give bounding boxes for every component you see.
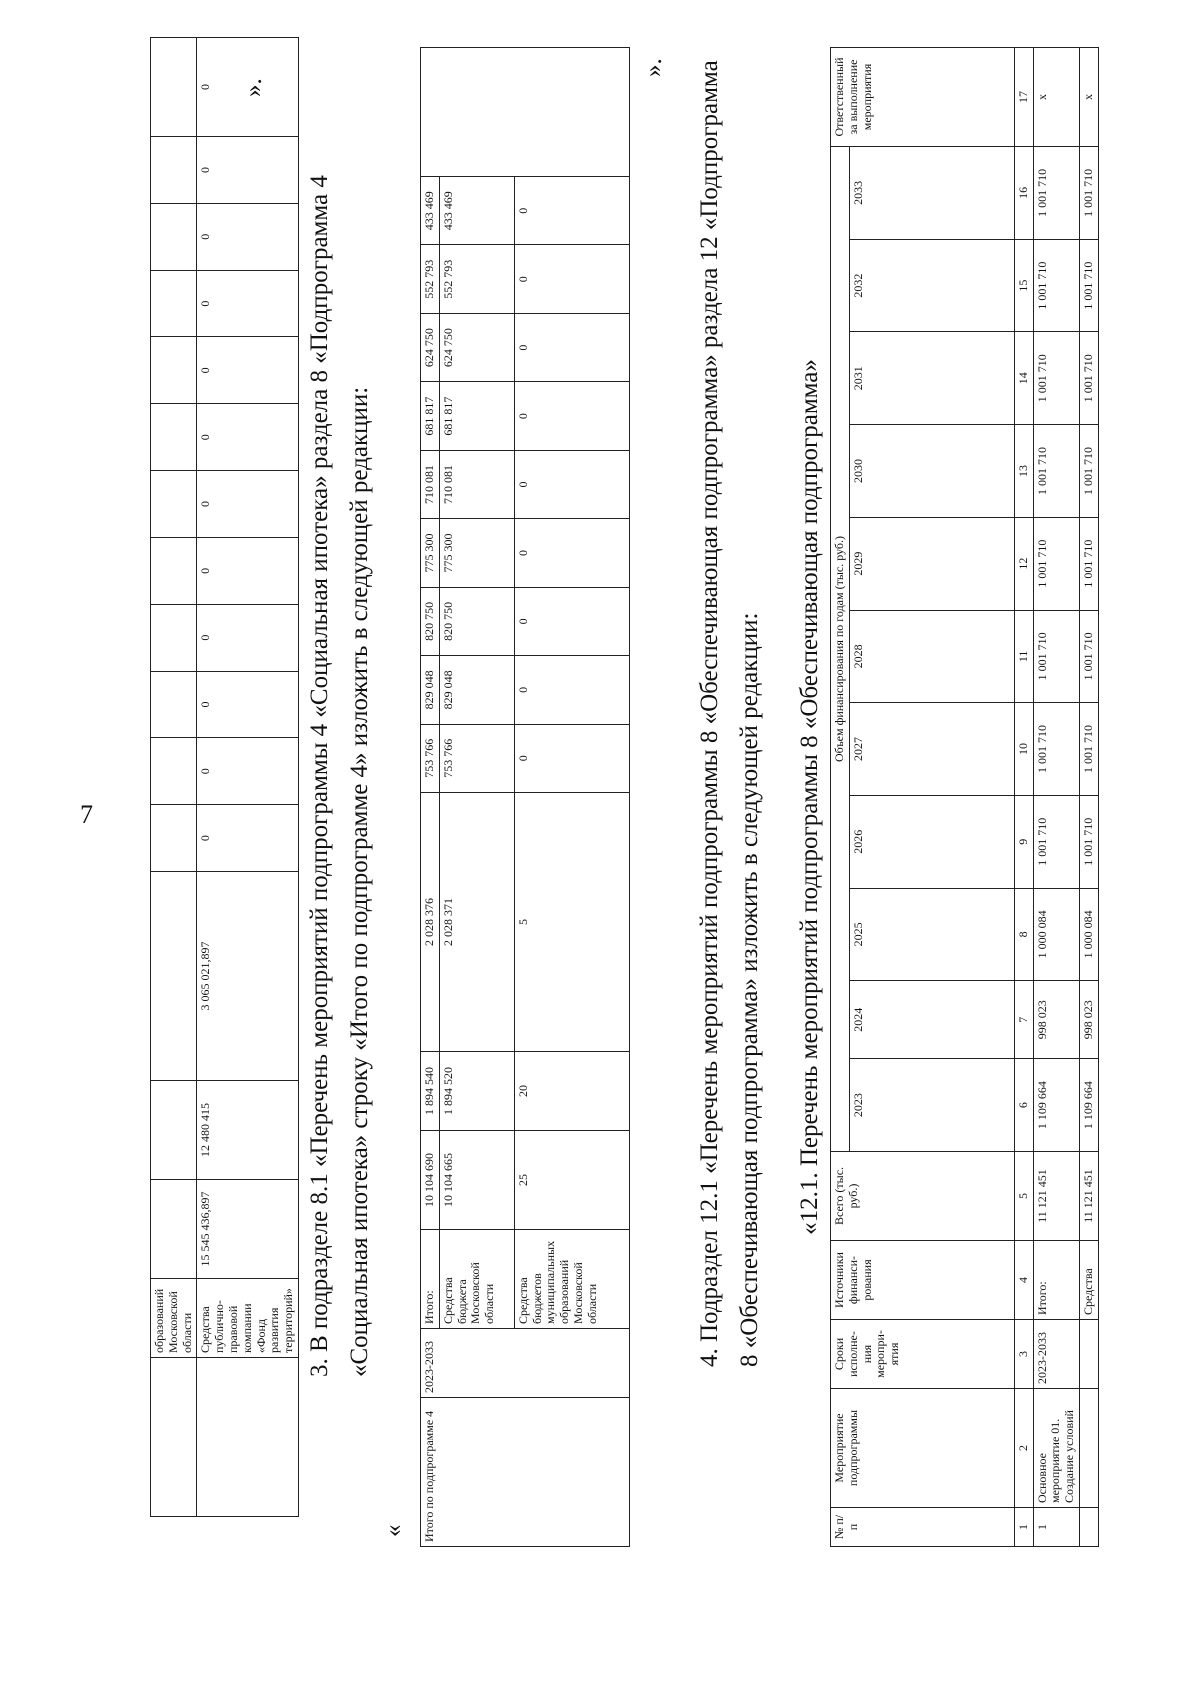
- section-3-table: [420, 47, 630, 1547]
- table-row: [197, 38, 299, 1517]
- table-cell: 0: [197, 604, 299, 671]
- table-cell: 2 028 376: [421, 793, 440, 1052]
- table-cell: 0: [514, 587, 629, 655]
- table-cell: 1 001 710: [1033, 795, 1079, 888]
- table-row: [1079, 48, 1098, 1547]
- table-row: [514, 48, 629, 1547]
- table-cell: 753 766: [421, 724, 440, 792]
- table-cell: 2023-2033: [1033, 1320, 1079, 1389]
- table-cell: [151, 1081, 197, 1180]
- table-cell: 998 023: [1033, 981, 1079, 1059]
- table-cell: 10: [1014, 703, 1033, 796]
- table-cell: 0: [197, 203, 299, 270]
- table-cell: 11 121 451: [1079, 1152, 1098, 1241]
- table-cell: 11: [1014, 610, 1033, 703]
- header-year: 2029: [849, 517, 1014, 610]
- table-cell: 13: [1014, 425, 1033, 518]
- table-cell: 624 750: [439, 313, 514, 381]
- table-cell: 1 001 710: [1033, 517, 1079, 610]
- table-row: [151, 38, 197, 1517]
- table-cell: 0: [197, 337, 299, 404]
- table-cell: 775 300: [439, 519, 514, 587]
- open-quote-section-3: «: [380, 1524, 407, 1537]
- table-cell: [151, 404, 197, 471]
- section-4-text: 4. Подраздел 12.1 «Перечень мероприятий подпрограммы 8 «Обеспечивающая подпрограмма» раздела 12 «Подпрограмма 8 «Обеспечивающая подпрограмма» изложить в следующей редакции:: [696, 60, 763, 1367]
- table-row: [421, 48, 440, 1547]
- table-cell: [151, 137, 197, 204]
- table-cell: 4: [1014, 1241, 1033, 1320]
- table-cell: 624 750: [421, 313, 440, 381]
- table-cell: [151, 1180, 197, 1279]
- table-cell: 433 469: [421, 177, 440, 246]
- header-num: № п/п: [831, 1508, 1015, 1547]
- table-cell: [151, 471, 197, 538]
- table-cell: 820 750: [439, 587, 514, 655]
- table-cell: 1 109 664: [1079, 1059, 1098, 1152]
- table-cell: 710 081: [421, 450, 440, 518]
- table-cell: 8: [1014, 888, 1033, 981]
- table-cell: 3 065 021,897: [197, 872, 299, 1081]
- table-cell: 2: [1014, 1389, 1033, 1508]
- table-cell: 0: [197, 537, 299, 604]
- top-table: [150, 37, 299, 1517]
- table-cell: 20: [514, 1052, 629, 1131]
- table-cell: 0: [197, 38, 299, 137]
- table-cell: 9: [1014, 795, 1033, 888]
- table-cell: 1 001 710: [1079, 610, 1098, 703]
- period-cell: 2023-2033: [421, 1329, 630, 1398]
- table-cell: 1: [1033, 1508, 1079, 1547]
- header-volume: Объем финансирования по годам (тыс. руб.): [831, 147, 850, 1152]
- table-cell: [1079, 1508, 1098, 1547]
- table-cell: 1 001 710: [1079, 795, 1098, 888]
- table-cell: [151, 203, 197, 270]
- table-cell: 710 081: [439, 450, 514, 518]
- header-year: 2031: [849, 332, 1014, 425]
- table-cell: 552 793: [439, 245, 514, 313]
- table-cell: 12 480 415: [197, 1081, 299, 1180]
- table-cell: 0: [514, 724, 629, 792]
- table-cell: 0: [514, 656, 629, 724]
- table-cell: 15 545 436,897: [197, 1180, 299, 1279]
- table-cell: 753 766: [439, 724, 514, 792]
- table-cell: 5: [514, 793, 629, 1052]
- table-cell: 5: [1014, 1152, 1033, 1241]
- table-cell: [151, 872, 197, 1081]
- table-cell: 10 104 665: [439, 1131, 514, 1230]
- header-year: 2026: [849, 795, 1014, 888]
- table-cell: 829 048: [421, 656, 440, 724]
- table-cell: [151, 671, 197, 738]
- header-event: Мероприятие подпрограммы: [831, 1389, 1015, 1508]
- table-cell: 1 001 710: [1079, 332, 1098, 425]
- table-cell: [151, 270, 197, 337]
- table-cell: [151, 1358, 197, 1517]
- table-cell: [151, 38, 197, 137]
- table-cell: х: [1079, 48, 1098, 147]
- table-cell: 0: [197, 805, 299, 872]
- table-cell: 433 469: [439, 177, 514, 246]
- table-cell: 1 001 710: [1033, 147, 1079, 240]
- table-cell: 25: [514, 1131, 629, 1230]
- header-year: 2032: [849, 239, 1014, 332]
- table-cell: 829 048: [439, 656, 514, 724]
- table-cell: 0: [514, 382, 629, 450]
- table-cell: [151, 537, 197, 604]
- section-4-subtitle: «12.1. Перечень мероприятий подпрограммы 8 «Обеспечивающая подпрограмма»: [796, 359, 823, 1235]
- row-label-cell: Итого по подпрограмме 4: [421, 1398, 630, 1547]
- table-cell: 0: [197, 671, 299, 738]
- table-cell: 0: [197, 471, 299, 538]
- table-cell: 3: [1014, 1320, 1033, 1389]
- table-cell: 2 028 371: [439, 793, 514, 1052]
- table-row: [831, 48, 850, 1547]
- table-cell: 16: [1014, 147, 1033, 240]
- table-cell: 0: [514, 519, 629, 587]
- table-cell: 0: [197, 738, 299, 805]
- table-cell: 0: [514, 450, 629, 518]
- header-total: Всего (тыс. руб.): [831, 1152, 1015, 1241]
- table-row: [439, 48, 514, 1547]
- header-year: 2030: [849, 425, 1014, 518]
- table-cell: [1079, 1320, 1098, 1389]
- section-4-table: [830, 47, 1099, 1547]
- table-cell: 1 001 710: [1079, 239, 1098, 332]
- table-cell: 0: [514, 313, 629, 381]
- table-cell: 1 001 710: [1079, 425, 1098, 518]
- header-year: 2024: [849, 981, 1014, 1059]
- table-cell: [151, 805, 197, 872]
- table-cell: Средства публично-правовой компании «Фонд развития территорий»: [197, 1279, 299, 1358]
- table-cell: 1 001 710: [1033, 332, 1079, 425]
- table-cell: [151, 604, 197, 671]
- close-quote-section-3: ».: [640, 58, 667, 77]
- table-cell: 14: [1014, 332, 1033, 425]
- table-cell: 17: [1014, 48, 1033, 147]
- table-cell: Средства бюджетов муниципальных образований Московской области: [514, 1230, 629, 1329]
- table-cell: 1 001 710: [1079, 517, 1098, 610]
- table-cell: 1 001 710: [1079, 703, 1098, 796]
- header-year: 2028: [849, 610, 1014, 703]
- table-cell: Основное мероприятие 01. Создание условий: [1033, 1389, 1079, 1508]
- table-cell: образований Московской области: [151, 1279, 197, 1358]
- table-cell: 11 121 451: [1033, 1152, 1079, 1241]
- table-cell: 1 000 084: [1079, 888, 1098, 981]
- table-cell: 681 817: [421, 382, 440, 450]
- table-cell: 1: [1014, 1508, 1033, 1547]
- table-cell: Средства: [1079, 1241, 1098, 1320]
- table-cell: 775 300: [421, 519, 440, 587]
- table-cell: 7: [1014, 981, 1033, 1059]
- table-cell: [197, 1358, 299, 1517]
- table-row: [1014, 48, 1033, 1547]
- close-quote-top: ».: [240, 78, 267, 97]
- header-year: 2033: [849, 147, 1014, 240]
- page-number: 7: [80, 800, 93, 829]
- table-cell: 820 750: [421, 587, 440, 655]
- table-cell: 1 000 084: [1033, 888, 1079, 981]
- header-year: 2027: [849, 703, 1014, 796]
- header-year: 2025: [849, 888, 1014, 981]
- table-cell: Итого:: [1033, 1241, 1079, 1320]
- table-cell: 998 023: [1079, 981, 1098, 1059]
- section-3-text: 3. В подразделе 8.1 «Перечень мероприятий подпрограммы 4 «Социальная ипотека» раздела 8 «Подпрограмма 4 «Социальная ипотека» строку «Итого по подпрограмме 4» изложить в следующей редакции:: [306, 175, 373, 1377]
- table-cell: 6: [1014, 1059, 1033, 1152]
- header-terms: Сроки исполне-ния меропри-ятия: [831, 1320, 1015, 1389]
- table-cell: Итого:: [421, 1230, 440, 1329]
- table-cell: Средства бюджета Московской области: [439, 1230, 514, 1329]
- header-year: 2023: [849, 1059, 1014, 1152]
- table-cell: 0: [514, 177, 629, 246]
- table-cell: 1 894 520: [439, 1052, 514, 1131]
- table-cell: [1079, 1389, 1098, 1508]
- table-cell: [151, 738, 197, 805]
- table-cell: 10 104 690: [421, 1131, 440, 1230]
- table-cell: 15: [1014, 239, 1033, 332]
- empty-cell: [421, 48, 630, 177]
- table-cell: 1 001 710: [1033, 425, 1079, 518]
- header-sources: Источники финанси-рования: [831, 1241, 1015, 1320]
- table-cell: 1 001 710: [1033, 239, 1079, 332]
- table-cell: 1 001 710: [1033, 610, 1079, 703]
- table-cell: 1 109 664: [1033, 1059, 1079, 1152]
- table-cell: 0: [197, 270, 299, 337]
- table-cell: 0: [197, 404, 299, 471]
- table-cell: 0: [514, 245, 629, 313]
- table-cell: 1 894 540: [421, 1052, 440, 1131]
- table-cell: 12: [1014, 517, 1033, 610]
- table-cell: 552 793: [421, 245, 440, 313]
- table-cell: х: [1033, 48, 1079, 147]
- table-cell: 1 001 710: [1033, 703, 1079, 796]
- table-cell: [151, 337, 197, 404]
- table-cell: 681 817: [439, 382, 514, 450]
- header-responsible: Ответственный за выполнение мероприятия: [831, 48, 1015, 147]
- table-cell: 1 001 710: [1079, 147, 1098, 240]
- table-row: [1033, 48, 1079, 1547]
- table-cell: 0: [197, 137, 299, 204]
